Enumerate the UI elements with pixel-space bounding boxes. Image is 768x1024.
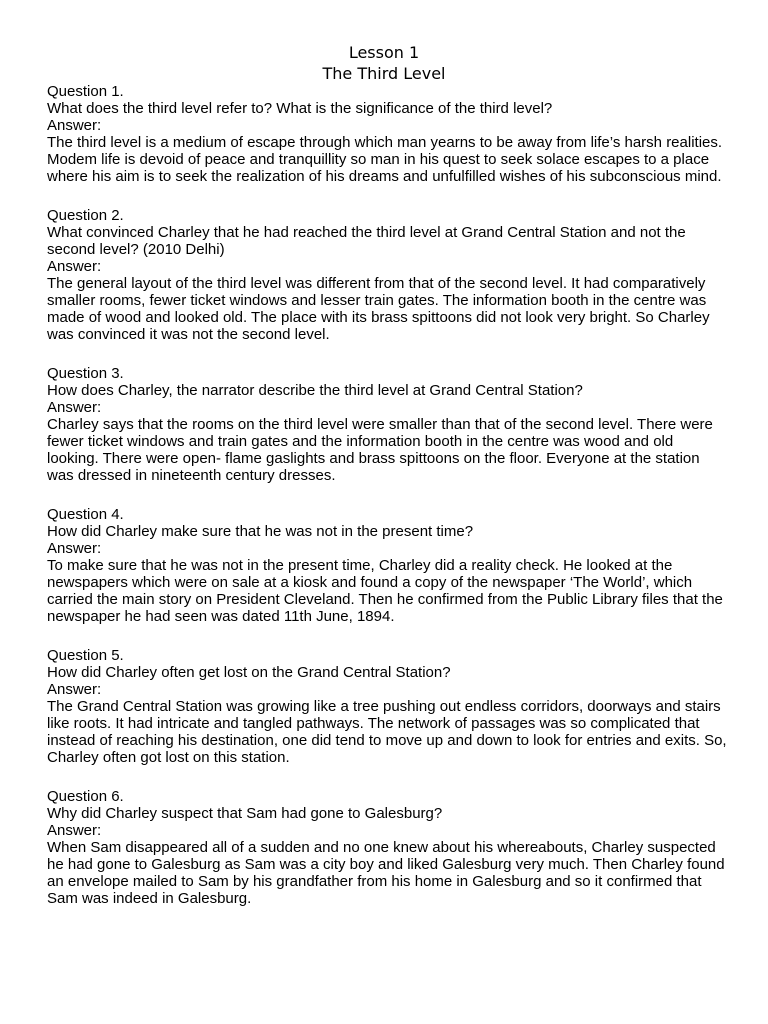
question-label: Question 4. [47,506,124,523]
question-label: Question 5. [47,647,124,664]
answer-label: Answer: [47,822,102,839]
qa-list [47,83,727,929]
answer-label: Answer: [47,258,102,275]
qa-item-6 [47,788,727,907]
answer-text: The third level is a medium of escape through which man yearns to be away from life’s harsh realities. Modem life is devoid of peace and tranquillity so man in his quest to seek solace escapes to a place where his aim is to seek the realization of his dreams and unfulfilled wishes of his subconscious mind. [47,134,723,185]
qa-item-2 [47,207,727,343]
question-text: How did Charley make sure that he was not in the present time? [47,523,474,540]
question-text: Why did Charley suspect that Sam had gone to Galesburg? [47,805,443,822]
answer-label: Answer: [47,681,102,698]
qa-item-3 [47,365,727,484]
title-block [0,42,768,84]
qa-item-5 [47,647,727,766]
lesson-title: The Third Level [322,64,446,83]
question-text: What does the third level refer to? What is the significance of the third level? [47,100,553,117]
question-text: How does Charley, the narrator describe the third level at Grand Central Station? [47,382,583,399]
answer-text: Charley says that the rooms on the third level were smaller than that of the second level. There were fewer ticket windows and train gates and the information booth in the centre was wood and old looking. There were open- flame gaslights and brass spittoons on the floor. Everyone at the station was dressed in nineteenth century dresses. [47,416,713,484]
question-text: What convinced Charley that he had reached the third level at Grand Central Station and not the second level? (2010 Delhi) [47,224,686,258]
qa-item-4 [47,506,727,625]
answer-label: Answer: [47,117,102,134]
question-label: Question 6. [47,788,124,805]
answer-text: When Sam disappeared all of a sudden and no one knew about his whereabouts, Charley suspected he had gone to Galesburg as Sam was a city boy and liked Galesburg very much. Then Charley found an envelope mailed to Sam by his grandfather from his home in Galesburg and so it confirmed that Sam was indeed in Galesburg. [47,839,725,907]
answer-label: Answer: [47,399,102,416]
question-label: Question 2. [47,207,124,224]
qa-item-1 [47,83,727,185]
answer-text: To make sure that he was not in the present time, Charley did a reality check. He looked at the newspapers which were on sale at a kiosk and found a copy of the newspaper ‘The World’, which carried the main story on President Cleveland. Then he confirmed from the Public Library files that the newspaper he had seen was dated 11th June, 1894. [47,557,723,625]
question-label: Question 3. [47,365,124,382]
question-label: Question 1. [47,83,124,100]
answer-text: The Grand Central Station was growing like a tree pushing out endless corridors, doorways and stairs like roots. It had intricate and tangled pathways. The network of passages was so complicated that instead of reaching his destination, one did tend to move up and down to look for entries and exits. So, Charley often got lost on this station. [47,698,727,766]
question-text: How did Charley often get lost on the Grand Central Station? [47,664,451,681]
answer-text: The general layout of the third level was different from that of the second level. It had comparatively smaller rooms, fewer ticket windows and lesser train gates. The information booth in the centre was made of wood and looked old. The place with its brass spittoons did not look very bright. So Charley was convinced it was not the second level. [47,275,710,343]
lesson-number: Lesson 1 [348,43,420,62]
answer-label: Answer: [47,540,102,557]
